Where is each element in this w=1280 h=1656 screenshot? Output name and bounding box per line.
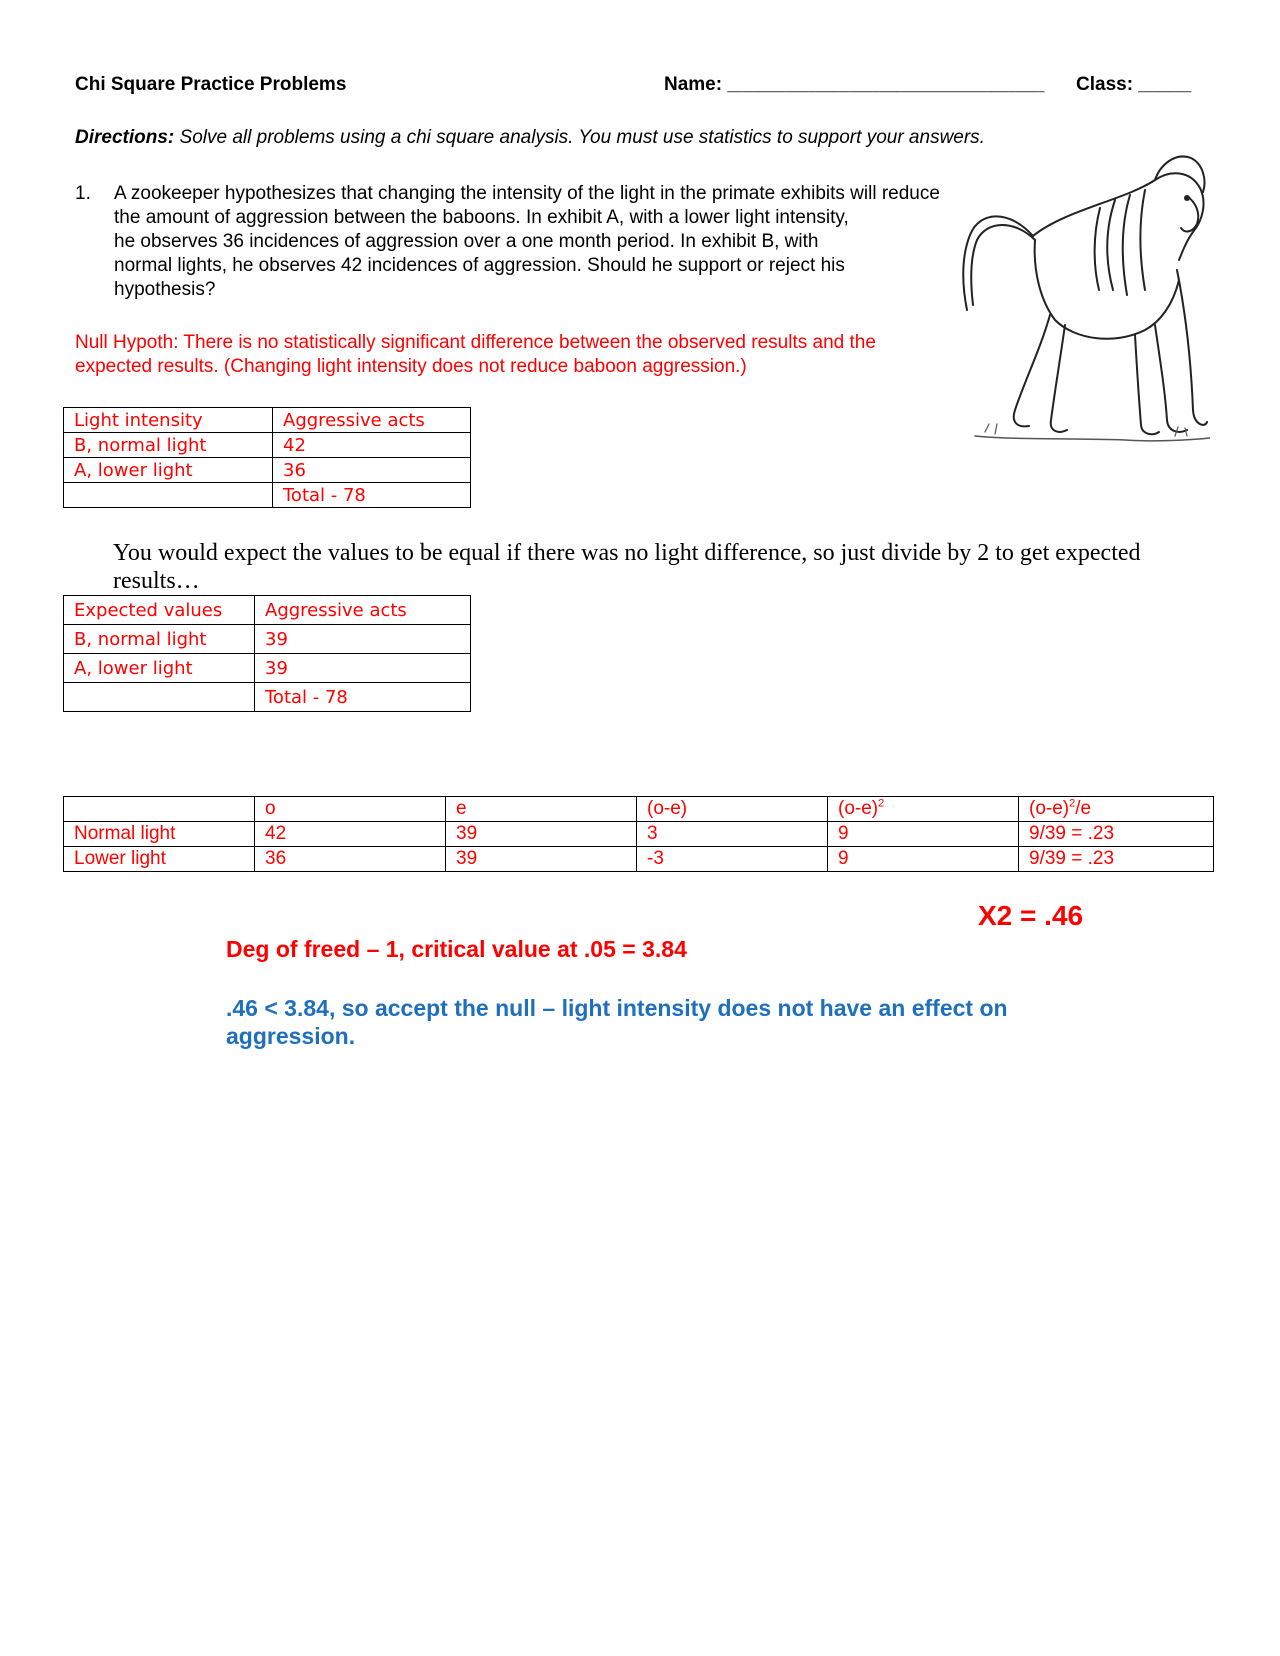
- worksheet-title: Chi Square Practice Problems: [75, 74, 347, 95]
- directions: [75, 127, 985, 149]
- table-cell: 39: [255, 625, 471, 654]
- table-cell: Light intensity: [64, 408, 273, 433]
- table-cell: Aggressive acts: [273, 408, 471, 433]
- table-header-row: [64, 797, 1214, 822]
- conclusion-line: aggression.: [226, 1023, 356, 1049]
- baboon-illustration-icon: [955, 140, 1210, 450]
- problem-line: hypothesis?: [114, 279, 216, 300]
- null-hypothesis-line: Null Hypoth: There is no statistically significant difference between the observed results and the: [75, 332, 876, 353]
- table-header-cell: e: [446, 797, 637, 822]
- table-row: [64, 408, 471, 433]
- name-field: Name: ______________________________: [664, 74, 1045, 95]
- header-text: (o-e): [1029, 798, 1070, 819]
- table-cell: 3: [637, 822, 828, 847]
- table-cell: 9/39 = .23: [1019, 847, 1214, 872]
- table-cell: Lower light: [64, 847, 255, 872]
- expected-note-line: You would expect the values to be equal if there was no light difference, so just divide by 2 to get expected: [113, 540, 1141, 566]
- table-cell: Aggressive acts: [255, 596, 471, 625]
- header-suffix: /e: [1075, 798, 1092, 819]
- table-row: [64, 625, 471, 654]
- table-cell: Total - 78: [273, 483, 471, 508]
- table-row: [64, 683, 471, 712]
- table-row: [64, 596, 471, 625]
- table-cell: Total - 78: [255, 683, 471, 712]
- problem-line: A zookeeper hypothesizes that changing the intensity of the light in the primate exhibits will reduce: [114, 183, 940, 204]
- conclusion-line: .46 < 3.84, so accept the null – light intensity does not have an effect on: [226, 995, 1008, 1021]
- header-text: (o-e): [838, 798, 879, 819]
- table-cell: B, normal light: [64, 625, 255, 654]
- directions-text: Solve all problems using a chi square analysis. You must use statistics to support your answers.: [174, 127, 985, 148]
- table-cell: [64, 683, 255, 712]
- table-row: [64, 654, 471, 683]
- degrees-of-freedom: Deg of freed – 1, critical value at .05 = 3.84: [226, 936, 687, 962]
- table-cell: 39: [446, 847, 637, 872]
- expected-table: [63, 595, 471, 712]
- directions-label: Directions:: [75, 127, 175, 148]
- table-cell: 9/39 = .23: [1019, 822, 1214, 847]
- null-hypothesis-line: expected results. (Changing light intensity does not reduce baboon aggression.): [75, 356, 747, 377]
- expected-note-line: results…: [113, 568, 200, 594]
- superscript: 2: [1069, 797, 1076, 810]
- observed-table: [63, 407, 471, 508]
- table-cell: Normal light: [64, 822, 255, 847]
- table-cell: B, normal light: [64, 433, 273, 458]
- table-cell: 39: [446, 822, 637, 847]
- table-row: [64, 847, 1214, 872]
- table-cell: [64, 483, 273, 508]
- table-header-cell: o: [255, 797, 446, 822]
- table-cell: 36: [255, 847, 446, 872]
- table-cell: 42: [255, 822, 446, 847]
- table-header-cell: [1019, 797, 1214, 822]
- chi-square-result: X2 = .46: [978, 900, 1084, 931]
- class-field: Class: _____: [1076, 74, 1192, 95]
- table-cell: 42: [273, 433, 471, 458]
- table-row: [64, 822, 1214, 847]
- superscript: 2: [878, 797, 885, 810]
- table-cell: A, lower light: [64, 654, 255, 683]
- table-cell: 39: [255, 654, 471, 683]
- table-cell: 36: [273, 458, 471, 483]
- problem-number: 1.: [75, 183, 91, 204]
- table-row: [64, 458, 471, 483]
- table-header-cell: (o-e): [637, 797, 828, 822]
- table-row: [64, 483, 471, 508]
- problem-line: the amount of aggression between the baboons. In exhibit A, with a lower light intensity,: [114, 207, 849, 228]
- problem-line: normal lights, he observes 42 incidences of aggression. Should he support or reject his: [114, 255, 845, 276]
- table-cell: A, lower light: [64, 458, 273, 483]
- table-cell: Expected values: [64, 596, 255, 625]
- table-cell: -3: [637, 847, 828, 872]
- table-header-cell: [828, 797, 1019, 822]
- chi-square-table: [63, 796, 1214, 872]
- table-cell: 9: [828, 847, 1019, 872]
- table-header-cell: [64, 797, 255, 822]
- problem-line: he observes 36 incidences of aggression over a one month period. In exhibit B, with: [114, 231, 819, 252]
- table-row: [64, 433, 471, 458]
- table-cell: 9: [828, 822, 1019, 847]
